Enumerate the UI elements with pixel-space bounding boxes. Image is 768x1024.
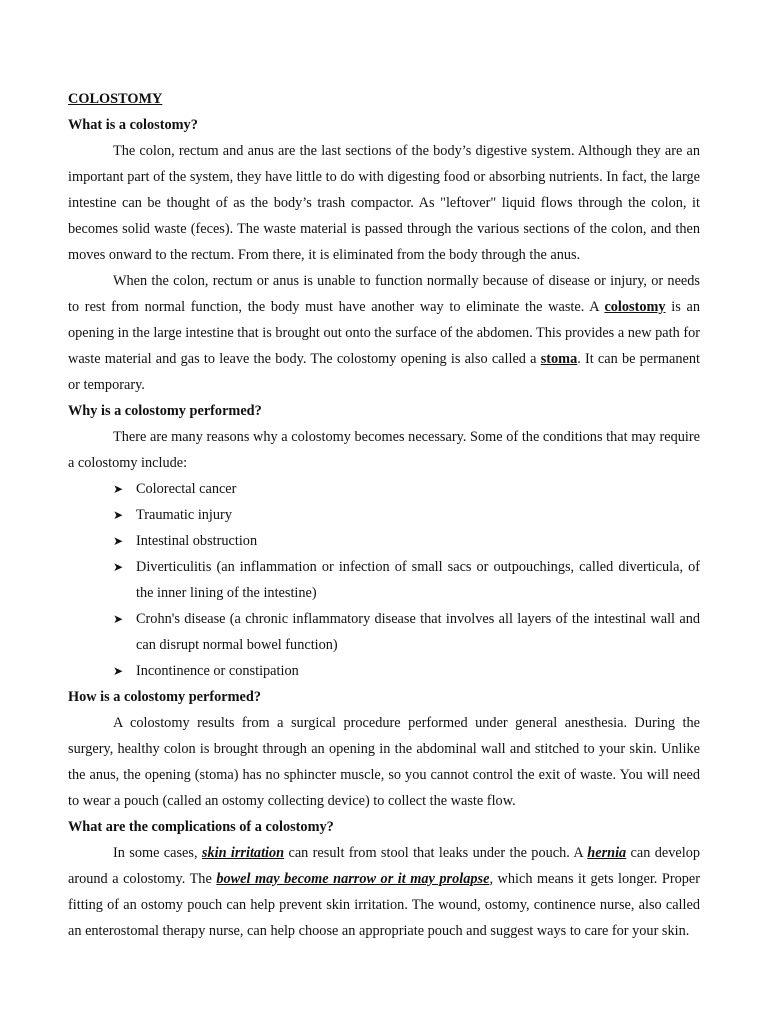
arrow-bullet-icon: ➤ xyxy=(113,482,124,496)
list-item xyxy=(113,476,700,502)
list-item-text: Diverticulitis (an inflammation or infection of small sacs or outpouchings, called diverticula, of the inner lining of the intestine) xyxy=(136,559,700,601)
text-run: In some cases, xyxy=(113,845,202,861)
paragraph-reasons-intro: There are many reasons why a colostomy becomes necessary. Some of the conditions that may require a colostomy include: xyxy=(68,429,700,471)
section-heading-how: How is a colostomy performed? xyxy=(68,689,261,705)
section-heading-complications: What are the complications of a colostomy? xyxy=(68,819,334,835)
list-item xyxy=(113,528,700,554)
arrow-bullet-icon: ➤ xyxy=(113,560,124,574)
list-item xyxy=(113,502,700,528)
term-bowel-prolapse: bowel may become narrow or it may prolapse xyxy=(216,871,490,887)
list-item-text: Crohn's disease (a chronic inflammatory disease that involves all layers of the intestinal wall and can disrupt normal bowel function) xyxy=(136,611,700,653)
document-title: COLOSTOMY xyxy=(68,91,163,107)
list-item-text: Incontinence or constipation xyxy=(136,663,299,679)
conditions-list xyxy=(68,476,700,684)
list-item-text: Colorectal cancer xyxy=(136,481,237,497)
document-page xyxy=(68,86,700,944)
list-item xyxy=(113,554,700,606)
term-stoma: stoma xyxy=(540,351,578,367)
paragraph-procedure: A colostomy results from a surgical procedure performed under general anesthesia. During the surgery, healthy colon is brought through an opening in the abdominal wall and stitched to your skin. Unlike the anus, the opening (stoma) has no sphincter muscle, so you cannot control the exit of waste. You will need to wear a pouch (called an ostomy collecting device) to collect the waste flow. xyxy=(68,715,700,809)
arrow-bullet-icon: ➤ xyxy=(113,508,124,522)
text-run: can develop around a colostomy. The xyxy=(68,845,701,887)
paragraph-colon-overview: The colon, rectum and anus are the last sections of the body’s digestive system. Although they are an important part of the system, they have little to do with digesting food or absorbing nutrients. In fact, the large intestine can be thought of as the body’s trash compactor. As "leftover" liquid flows through the colon, it becomes solid waste (feces). The waste material is passed through the various sections of the colon, and then moves onward to the rectum. From there, it is eliminated from the body through the anus. xyxy=(68,143,700,263)
paragraph-complications xyxy=(68,840,700,944)
list-item-text: Intestinal obstruction xyxy=(136,533,258,549)
term-hernia: hernia xyxy=(587,845,627,861)
paragraph-colostomy-definition xyxy=(68,268,700,398)
section-heading-what-is: What is a colostomy? xyxy=(68,117,198,133)
text-run: , which means it gets longer. Proper fitting of an ostomy pouch can help prevent skin irritation. The wound, ostomy, continence nurse, also called an enterostomal therapy nurse, can help choose an appropriate pouch and suggest ways to care for your skin. xyxy=(68,871,701,939)
arrow-bullet-icon: ➤ xyxy=(113,664,124,678)
text-run: can result from stool that leaks under the pouch. A xyxy=(284,845,588,861)
arrow-bullet-icon: ➤ xyxy=(113,534,124,548)
text-run: When the colon, rectum or anus is unable to function normally because of disease or injury, or needs to rest from normal function, the body must have another way to eliminate the waste. A xyxy=(68,273,700,315)
section-heading-why: Why is a colostomy performed? xyxy=(68,403,262,419)
term-skin-irritation: skin irritation xyxy=(201,845,285,861)
text-run: . It can be permanent or temporary. xyxy=(68,351,700,393)
arrow-bullet-icon: ➤ xyxy=(113,612,124,626)
term-colostomy: colostomy xyxy=(604,299,666,315)
list-item xyxy=(113,606,700,658)
list-item xyxy=(113,658,700,684)
list-item-text: Traumatic injury xyxy=(136,507,232,523)
text-run: is an opening in the large intestine that is brought out onto the surface of the abdomen. This provides a new path for waste material and gas to leave the body. The colostomy opening is also called a xyxy=(68,299,700,367)
